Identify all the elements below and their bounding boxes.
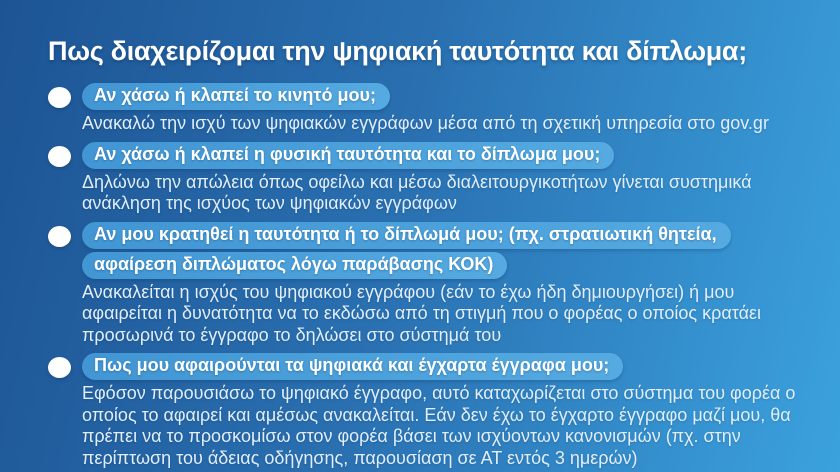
bullet-item	[48, 222, 800, 347]
bullet-content	[82, 83, 800, 135]
heading-pill: Αν μου κρατηθεί η ταυτότητα ή το δίπλωμά μου; (πχ. στρατιωτική θητεία,	[82, 222, 731, 249]
heading-pill: Πως μου αφαιρούνται τα ψηφιακά και έγχαρτα έγγραφα μου;	[82, 353, 623, 380]
page-title: Πως διαχειρίζομαι την ψηφιακή ταυτότητα και δίπλωμα;	[48, 36, 747, 66]
bullet-dot	[48, 226, 71, 247]
bullet-dot	[48, 146, 71, 167]
bullet-dot	[48, 357, 71, 378]
body-text: Ανακαλώ την ισχύ των ψηφιακών εγγράφων μέσα από τη σχετική υπηρεσία στο gov.gr	[82, 113, 769, 133]
bullet-content	[82, 222, 800, 347]
heading-pill: Αν χάσω ή κλαπεί η φυσική ταυτότητα και το δίπλωμα μου;	[82, 142, 614, 169]
bullet-content	[82, 353, 800, 469]
bullet-content	[82, 142, 800, 215]
heading-line	[82, 252, 800, 279]
body-text: Εφόσον παρουσιάσω το ψηφιακό έγγραφο, αυτό καταχωρίζεται στο σύστημα του φορέα ο οποίος το αφαιρεί και αμέσως ανακαλείται. Εάν δεν έχω το έγχαρτο έγγραφο μαζί μου, θα πρέπει να το προσκομίσω στον φορέα βάσει των ισχύοντων κανονισμών (πχ. στην περίπτωση του άδειας οδήγησης, παρουσίαση σε ΑΤ εντός 3 ημερών)	[82, 383, 796, 468]
heading-line	[82, 222, 800, 249]
bullet-item	[48, 83, 800, 135]
heading-line	[82, 83, 800, 110]
body-text: Δηλώνω την απώλεια όπως οφείλω και μέσω διαλειτουργικοτήτων γίνεται συστημικά ανάκληση της ισχύος των ψηφιακών εγγράφων	[82, 171, 752, 213]
bullet-item	[48, 353, 800, 469]
heading-line	[82, 353, 800, 380]
heading-pill: Αν χάσω ή κλαπεί το κινητό μου;	[82, 83, 390, 110]
bullet-item	[48, 142, 800, 215]
heading-pill: αφαίρεση διπλώματος λόγω παράβασης ΚΟΚ)	[82, 252, 507, 279]
heading-line	[82, 142, 800, 169]
body-text: Ανακαλείται η ισχύς του ψηφιακού εγγράφου (εάν το έχω ήδη δημιουργήσει) ή μου αφαιρείται η δυνατότητα να το εκδώσω από τη στιγμή που ο φορέας ο οποίος κρατάει προσωρινά το έγγραφο το δηλώσει στο σύστημά του	[82, 281, 762, 345]
bullet-dot	[48, 87, 71, 108]
